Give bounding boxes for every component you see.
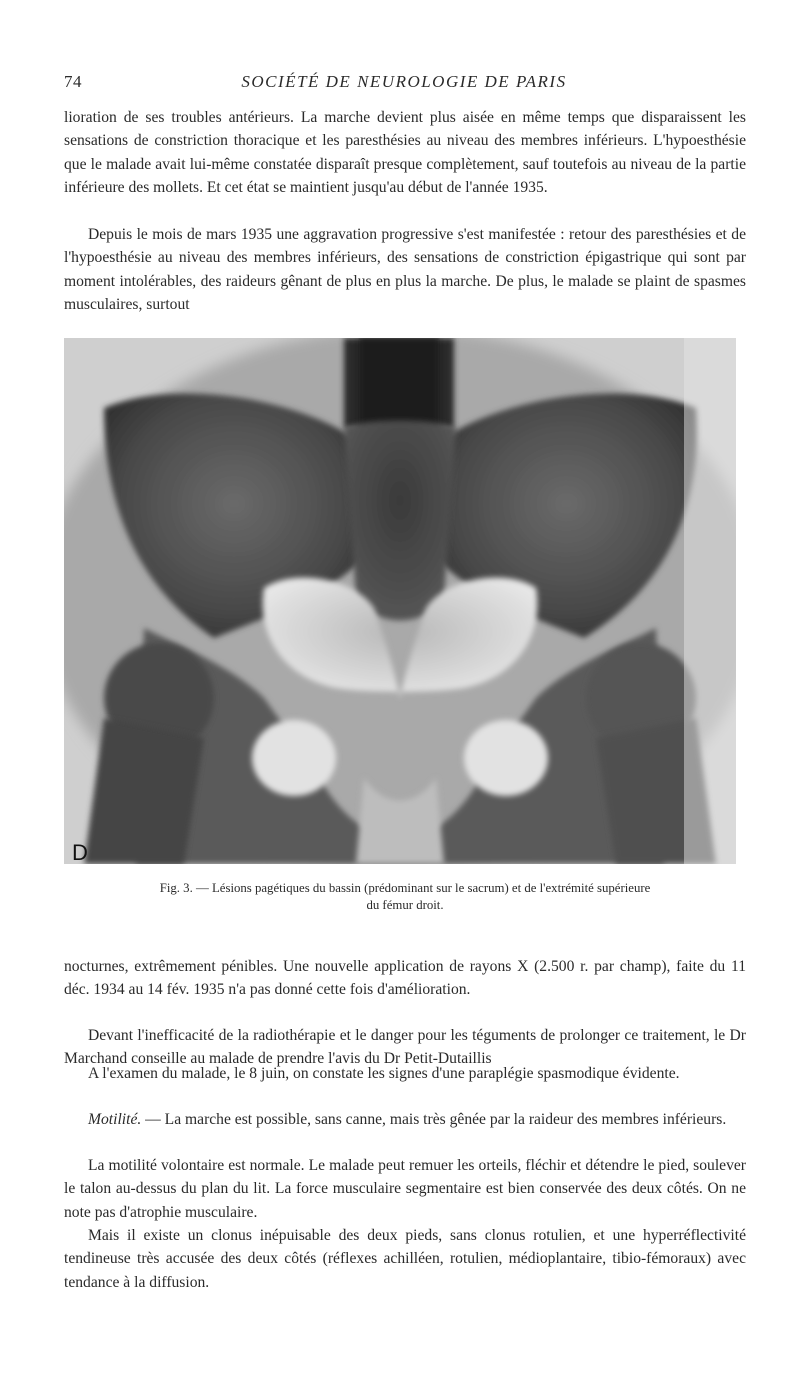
page-number: 74 — [64, 72, 82, 91]
paragraph-clonus: Mais il existe un clonus inépuisable des deux pieds, sans clonus rotulien, et une hyperréflectivité tendineuse très accusée des deux côtés (réflexes achilléen, rotulien, médioplantaire, tibio-fémoraux) avec tendance à la diffusion. — [64, 1227, 746, 1291]
paragraph-continued: lioration de ses troubles antérieurs. La marche devient plus aisée en même temps que disparaissent les sensations de constriction thoracique et les paresthésies au niveau des membres inférieurs. L'hypoesthésie que le malade avait lui-même constatée disparaît presque complètement, sauf toutefois au niveau de la partie inférieure des mollets. Et cet état se maintient jusqu'au début de l'année 1935. — [64, 109, 746, 197]
corner-mark: D — [72, 840, 88, 864]
paragraph-motilite-volontaire: La motilité volontaire est normale. Le malade peut remuer les orteils, fléchir et détendre le pied, soulever le talon au-dessus du plan du lit. La force musculaire segmentaire est bien conservée des deux côtés. On ne note pas d'atrophie musculaire. — [64, 1157, 746, 1221]
caption-line-1: Fig. 3. — Lésions pagétiques du bassin (prédominant sur le sacrum) et de l'extrémité supérieure — [159, 881, 651, 895]
running-header — [64, 72, 744, 96]
paragraph-aggravation: Depuis le mois de mars 1935 une aggravation progressive s'est manifestée : retour des paresthésies et de l'hypoesthésie au niveau des membres inférieurs, des sensations de constriction épigastrique qui sont par moment intolérables, des raideurs gênant de plus en plus la marche. De plus, le malade se plaint de spasmes musculaires, surtout — [64, 226, 746, 314]
motilite-label: Motilité. — [88, 1111, 142, 1128]
motilite-text: — La marche est possible, sans canne, mais très gênée par la raideur des membres inférieurs. — [141, 1111, 727, 1128]
pelvis-xray-figure — [64, 338, 736, 864]
figure-caption — [64, 880, 746, 914]
paragraph-nocturnes: nocturnes, extrêmement pénibles. Une nouvelle application de rayons X (2.500 r. par champ), faite du 11 déc. 1934 au 14 fév. 1935 n'a pas donné cette fois d'amélioration. — [64, 958, 746, 999]
caption-line-2: du fémur droit. — [366, 898, 444, 912]
pelvis-xray-image — [64, 338, 736, 864]
paragraph-examen: A l'examen du malade, le 8 juin, on constate les signes d'une paraplégie spasmodique évidente. — [88, 1065, 680, 1082]
paragraph-motilite — [64, 1108, 746, 1131]
paragraph-radiotherapie: Devant l'inefficacité de la radiothérapie et le danger pour les téguments de prolonger ce traitement, le Dr Marchand conseille au malade de prendre l'avis du Dr Petit-Dutaillis — [64, 1027, 746, 1068]
running-title: SOCIÉTÉ DE NEUROLOGIE DE PARIS — [241, 72, 567, 91]
